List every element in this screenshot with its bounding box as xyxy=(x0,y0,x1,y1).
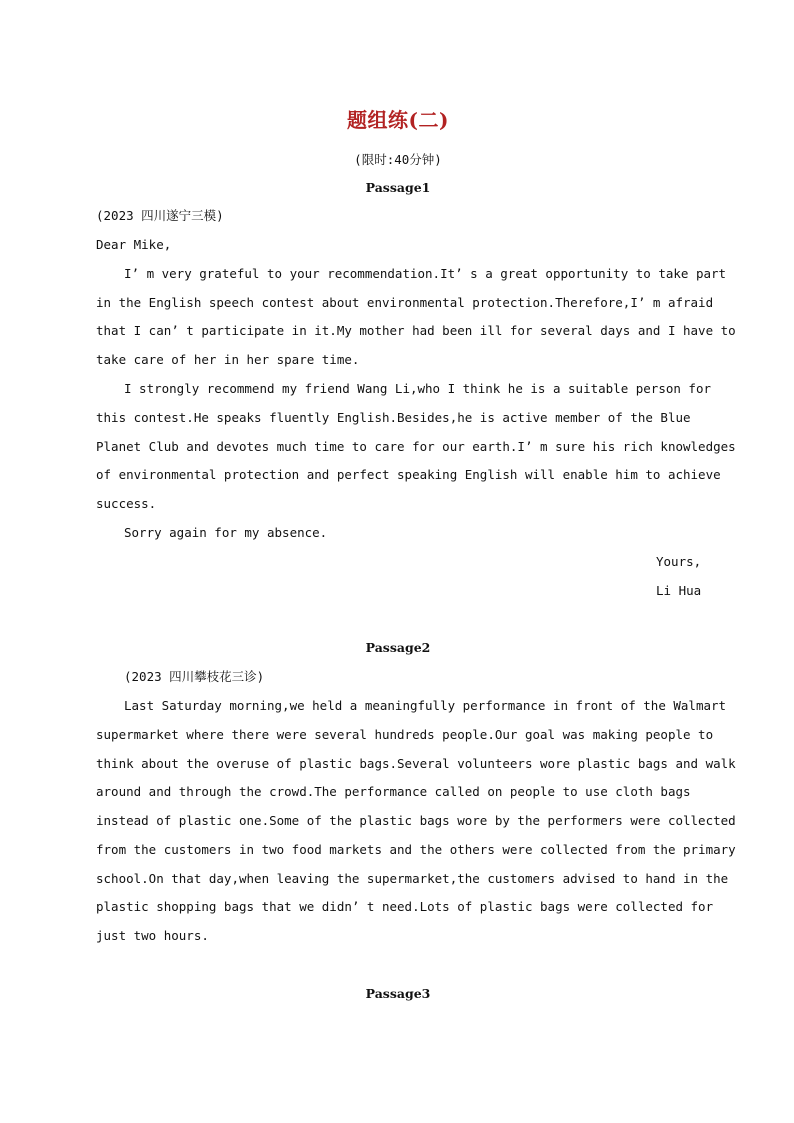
passage2-line: around and through the crowd.The performance called on people to use cloth bags xyxy=(96,784,691,799)
passage1-line: this contest.He speaks fluently English.Besides,he is active member of the Blue xyxy=(96,410,691,425)
passage3-heading: Passage3 xyxy=(365,986,431,1001)
page-title: 题组练(二) xyxy=(347,108,449,132)
passage1-line: I’ m very grateful to your recommendation.It’ s a great opportunity to take part xyxy=(124,266,727,281)
passage2-line: Last Saturday morning,we held a meaningfully performance in front of the Walmart xyxy=(124,698,727,713)
passage2-line: from the customers in two food markets and the others were collected from the primary xyxy=(96,842,736,857)
passage2-heading: Passage2 xyxy=(365,640,431,655)
passage2-source: (2023 四川攀枝花三诊) xyxy=(124,669,265,684)
passage1-line: success. xyxy=(96,496,157,511)
passage2-line: school.On that day,when leaving the supermarket,the customers advised to hand in the xyxy=(96,871,729,886)
passage2-line: just two hours. xyxy=(96,928,209,943)
passage1-signature: Li Hua xyxy=(656,583,702,598)
passage1-line: Planet Club and devotes much time to care for our earth.I’ m sure his rich knowledges xyxy=(96,439,736,454)
passage1-line: that I can’ t participate in it.My mother had been ill for several days and I have to xyxy=(96,323,736,338)
passage2-line: think about the overuse of plastic bags.Several volunteers wore plastic bags and walk xyxy=(96,756,736,771)
passage1-line: in the English speech contest about environmental protection.Therefore,I’ m afraid xyxy=(96,295,714,310)
passage1-line: take care of her in her spare time. xyxy=(96,352,360,367)
passage2-line: plastic shopping bags that we didn’ t need.Lots of plastic bags were collected for xyxy=(96,899,714,914)
passage2-line: instead of plastic one.Some of the plastic bags wore by the performers were collected xyxy=(96,813,736,828)
passage1-greeting: Dear Mike, xyxy=(96,237,172,252)
passage1-heading: Passage1 xyxy=(365,180,431,195)
passage1-closing: Yours, xyxy=(656,554,702,569)
time-limit: (限时:40分钟) xyxy=(354,152,442,167)
passage1-source: (2023 四川遂宁三模) xyxy=(96,208,224,223)
passage1-line: of environmental protection and perfect speaking English will enable him to achieve xyxy=(96,467,721,482)
passage1-line: Sorry again for my absence. xyxy=(124,525,328,540)
passage2-line: supermarket where there were several hundreds people.Our goal was making people to xyxy=(96,727,714,742)
passage1-line: I strongly recommend my friend Wang Li,who I think he is a suitable person for xyxy=(124,381,711,396)
